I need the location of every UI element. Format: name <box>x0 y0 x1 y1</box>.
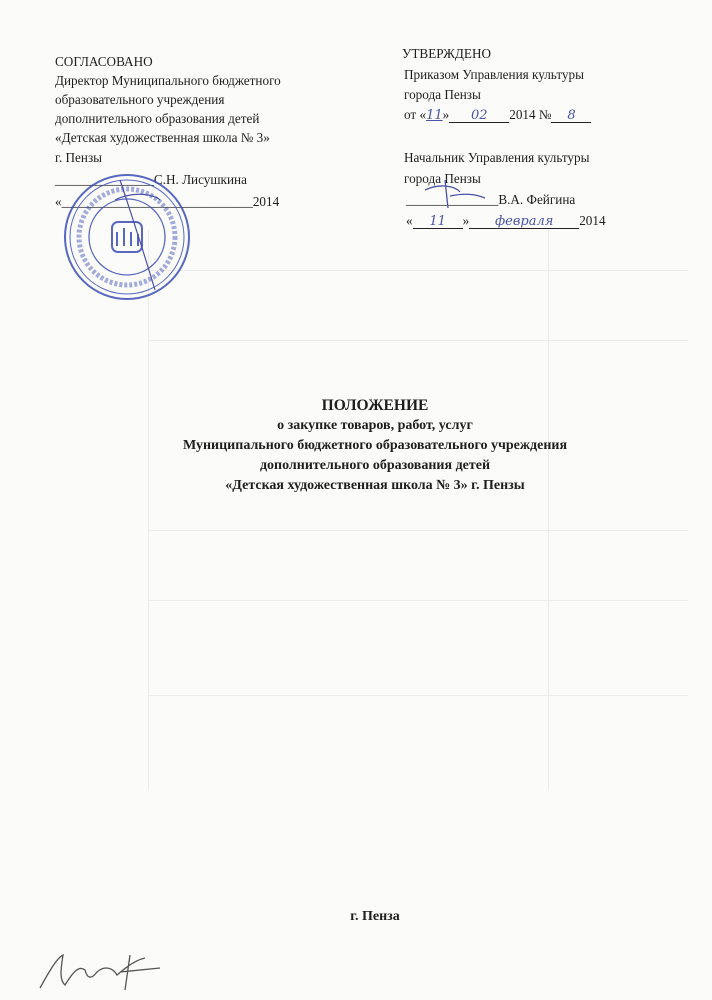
approval-left-line: г. Пензы <box>55 150 103 165</box>
bleed-line <box>148 340 688 341</box>
approval-left-line: Директор Муниципального бюджетного <box>55 73 281 88</box>
order-mid: » <box>442 107 450 122</box>
date-month: февраля <box>469 215 579 229</box>
order-month: 02 <box>449 109 509 123</box>
order-number: 8 <box>551 109 591 123</box>
approval-right-chief: города Пензы <box>404 171 481 186</box>
approval-left-signature: _______________С.Н. Лисушкина <box>55 172 247 187</box>
approval-right-date <box>406 213 606 229</box>
title-main: ПОЛОЖЕНИЕ <box>321 397 429 414</box>
city: г. Пенза <box>350 909 400 924</box>
stamp-seal <box>60 170 195 305</box>
approval-left-line: образовательного учреждения <box>55 92 225 107</box>
date-year: 2014 <box>579 213 606 228</box>
bleed-line <box>148 600 688 601</box>
signature-right <box>420 178 490 213</box>
bleed-line <box>148 695 688 696</box>
order-prefix: от « <box>404 107 427 122</box>
signature-initials <box>35 950 175 995</box>
approval-left-line: дополнительного образования детей <box>55 111 260 126</box>
date-day: 11 <box>413 215 463 229</box>
title-line: дополнительного образования детей <box>259 458 491 473</box>
date-mid: » <box>462 213 470 228</box>
bleed-line <box>148 230 149 790</box>
approval-right-line: города Пензы <box>404 87 481 102</box>
order-day: 11 <box>426 108 443 123</box>
order-line <box>404 107 591 124</box>
bleed-line <box>148 270 688 271</box>
title-line: о закупке товаров, работ, услуг <box>277 418 473 433</box>
approval-right-chief: Начальник Управления культуры <box>404 150 590 165</box>
approval-right-signature: ______________В.А. Фейгина <box>406 192 576 207</box>
bleed-line <box>548 230 549 790</box>
approval-left-line: «Детская художественная школа № 3» <box>55 130 270 145</box>
bleed-line <box>148 530 688 531</box>
approval-left-heading: СОГЛАСОВАНО <box>55 54 153 69</box>
approval-right-line: Приказом Управления культуры <box>404 67 584 82</box>
title-line: Муниципального бюджетного образовательного учреждения <box>182 438 568 453</box>
date-prefix: « <box>406 213 413 228</box>
approval-left-date: «_____________________________2014 <box>55 194 280 209</box>
order-year: 2014 № <box>509 107 552 122</box>
approval-right-heading: УТВЕРЖДЕНО <box>402 46 492 61</box>
title-line: «Детская художественная школа № 3» г. Пензы <box>225 478 525 493</box>
